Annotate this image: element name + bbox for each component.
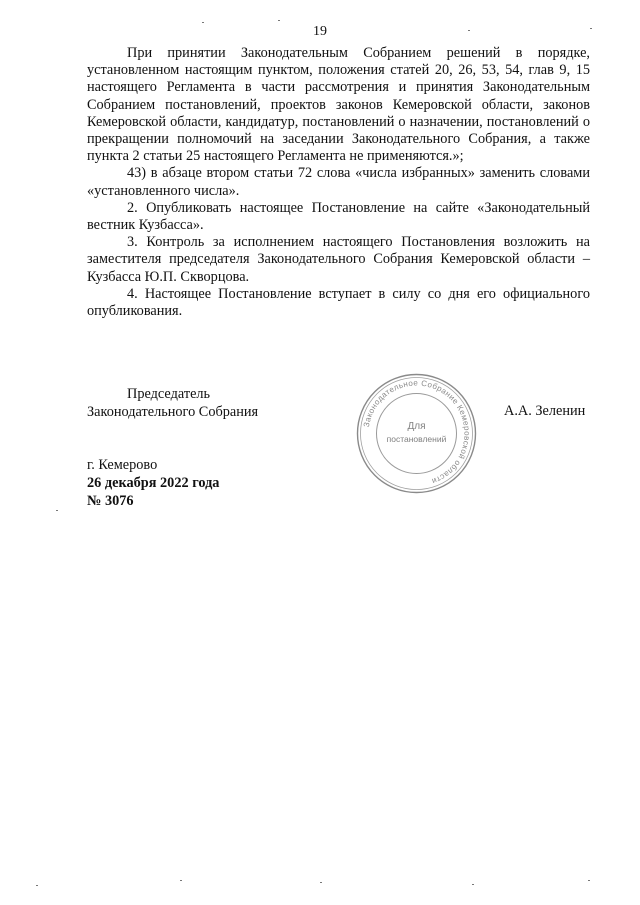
stamp-ring-text: Законодательное Собрание Кемеровской области bbox=[361, 378, 472, 486]
signatory-name: А.А. Зеленин bbox=[504, 403, 586, 419]
scan-speck bbox=[202, 22, 204, 23]
scan-speck bbox=[320, 882, 322, 883]
signatory-title bbox=[87, 385, 258, 421]
scan-speck bbox=[590, 28, 592, 29]
city: г. Кемерово bbox=[87, 457, 158, 473]
signatory-title-line: Законодательного Собрания bbox=[87, 404, 259, 420]
svg-text:Законодательное Собрание Кемер bbox=[362, 378, 472, 485]
scan-speck bbox=[278, 20, 280, 21]
paragraph: 43) в абзаце втором статьи 72 слова «числа избранных» заменить словами «установленного числа». bbox=[87, 165, 590, 199]
official-stamp bbox=[354, 371, 479, 496]
document-date: 26 декабря 2022 года bbox=[87, 475, 220, 491]
paragraph: 3. Контроль за исполнением настоящего Постановления возложить на заместителя председателя Законодательного Собрания Кемеровской области – Кузбасса Ю.П. Скворцова. bbox=[87, 234, 590, 285]
place-date-block bbox=[87, 456, 219, 510]
paragraph: 2. Опубликовать настоящее Постановление на сайте «Законодательный вестник Кузбасса». bbox=[87, 199, 590, 234]
paragraph: При принятии Законодательным Собранием решений в порядке, установленном настоящим пунктом, положения статей 20, 26, 53, 54, глав 9, 15 настоящего Регламента в части рассмотрения и принятия Законодательным Собранием постановлений, проектов законов Кемеровской области, законов Кемеровской области, кандидатур, постановлений о назначении, постановлений о прекращении полномочий на заседании Законодательного Собрания, а также пункта 2 статьи 25 настоящего Регламента не применяются.»; bbox=[87, 45, 590, 165]
page-number: 19 bbox=[313, 24, 327, 39]
document-number: № 3076 bbox=[87, 493, 134, 509]
signatory-title-line: Председатель bbox=[127, 386, 211, 402]
document-body bbox=[87, 45, 590, 320]
scan-speck bbox=[180, 880, 182, 881]
scan-speck bbox=[56, 510, 58, 511]
scan-speck bbox=[468, 30, 470, 31]
scan-speck bbox=[588, 880, 590, 881]
scan-speck bbox=[472, 884, 474, 885]
stamp-center-text: Для bbox=[407, 421, 426, 432]
stamp-center-text: постановлений bbox=[386, 434, 447, 444]
paragraph: 4. Настоящее Постановление вступает в силу со дня его официального опубликования. bbox=[87, 285, 590, 320]
scan-speck bbox=[36, 885, 38, 886]
